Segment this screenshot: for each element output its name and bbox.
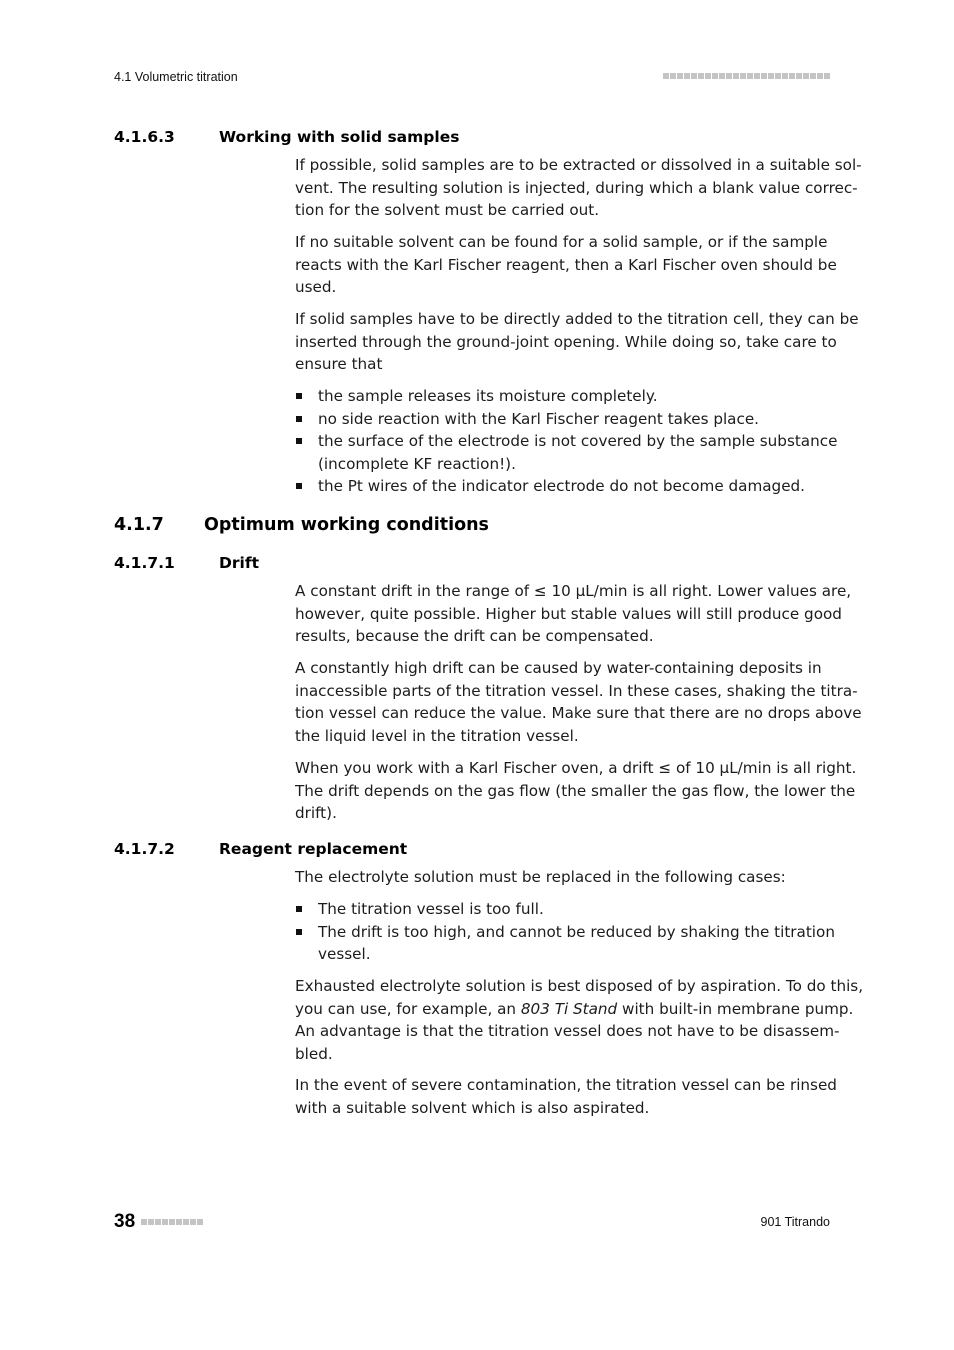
list-item: the surface of the electrode is not covered by the sample substance (incomplete KF reaction!).	[295, 430, 835, 475]
heading-title: Drift	[219, 554, 259, 572]
bullet-list-solid-samples	[295, 385, 838, 498]
list-item: The titration vessel is too full.	[295, 898, 835, 921]
paragraph-contamination: In the event of severe contamination, the titration vessel can be rinsed with a suitable solvent which is also aspirated.	[295, 1076, 837, 1117]
paragraph-karl-fischer-oven: If no suitable solvent can be found for a solid sample, or if the sample reacts with the Karl Fischer reagent, then a Karl Fischer oven should be used.	[295, 233, 837, 296]
header-decoration-squares	[663, 73, 830, 79]
paragraph-direct-addition: If solid samples have to be directly added to the titration cell, they can be inserted through the ground-joint opening. While doing so, take care to ensure that	[295, 310, 859, 373]
heading-number: 4.1.7.1	[114, 554, 175, 572]
bullet-marker	[296, 929, 302, 935]
product-name: 901 Titrando	[760, 1215, 830, 1229]
bullet-marker	[296, 483, 302, 489]
bullet-marker	[296, 393, 302, 399]
list-item: the Pt wires of the indicator electrode do not become damaged.	[295, 475, 835, 498]
heading-optimum-working-conditions	[114, 515, 614, 537]
list-item: the sample releases its moisture completely.	[295, 385, 835, 408]
list-item: no side reaction with the Karl Fischer reagent takes place.	[295, 408, 835, 431]
heading-number: 4.1.7	[114, 515, 164, 535]
heading-title: Optimum working conditions	[204, 515, 489, 535]
paragraph-high-drift: A constantly high drift can be caused by water-containing deposits in inaccessible parts of the titration vessel. In these cases, shaking the titra- tion vessel can reduce the value. Make sure that there are no drops above the liquid level in the titration vessel.	[295, 659, 862, 745]
heading-title: Reagent replacement	[219, 840, 408, 858]
bullet-marker	[296, 906, 302, 912]
bullet-marker	[296, 416, 302, 422]
page-number: 38	[114, 1211, 136, 1232]
heading-title: Working with solid samples	[219, 128, 460, 146]
heading-drift	[114, 554, 614, 574]
footer-page-squares	[141, 1219, 203, 1225]
list-item: The drift is too high, and cannot be reduced by shaking the titration vessel.	[295, 921, 835, 966]
product-name-ti-stand: 803 Ti Stand	[520, 999, 618, 1018]
footer-left-squares	[114, 1219, 134, 1225]
paragraph-replacement-cases: The electrolyte solution must be replaced in the following cases:	[295, 868, 786, 886]
running-header	[114, 70, 830, 86]
paragraph-oven-drift: When you work with a Karl Fischer oven, a drift ≤ of 10 µL/min is all right. The drift depends on the gas flow (the smaller the gas flow, the lower the drift).	[295, 759, 857, 822]
bullet-list-replacement-cases	[295, 898, 835, 966]
heading-working-with-solid-samples	[114, 128, 614, 148]
paragraph-aspiration: Exhausted electrolyte solution is best disposed of by aspiration. To do this, you can use, for example, an 803 Ti Stand with built-in membrane pump. An advantage is that the titration vessel does not have to be disassem- bled.	[295, 977, 864, 1063]
heading-reagent-replacement	[114, 840, 614, 860]
paragraph-constant-drift: A constant drift in the range of ≤ 10 µL/min is all right. Lower values are, however, quite possible. Higher but stable values will still produce good results, because the drift can be compensated.	[295, 582, 852, 645]
bullet-marker	[296, 438, 302, 444]
page-footer	[114, 1211, 830, 1235]
heading-number: 4.1.6.3	[114, 128, 175, 146]
heading-number: 4.1.7.2	[114, 840, 175, 858]
paragraph-solid-samples-dissolve: If possible, solid samples are to be extracted or dissolved in a suitable sol- vent. The resulting solution is injected, during which a blank value correc- tion for the solvent must be carried out.	[295, 156, 862, 219]
header-section-title: 4.1 Volumetric titration	[114, 70, 238, 84]
